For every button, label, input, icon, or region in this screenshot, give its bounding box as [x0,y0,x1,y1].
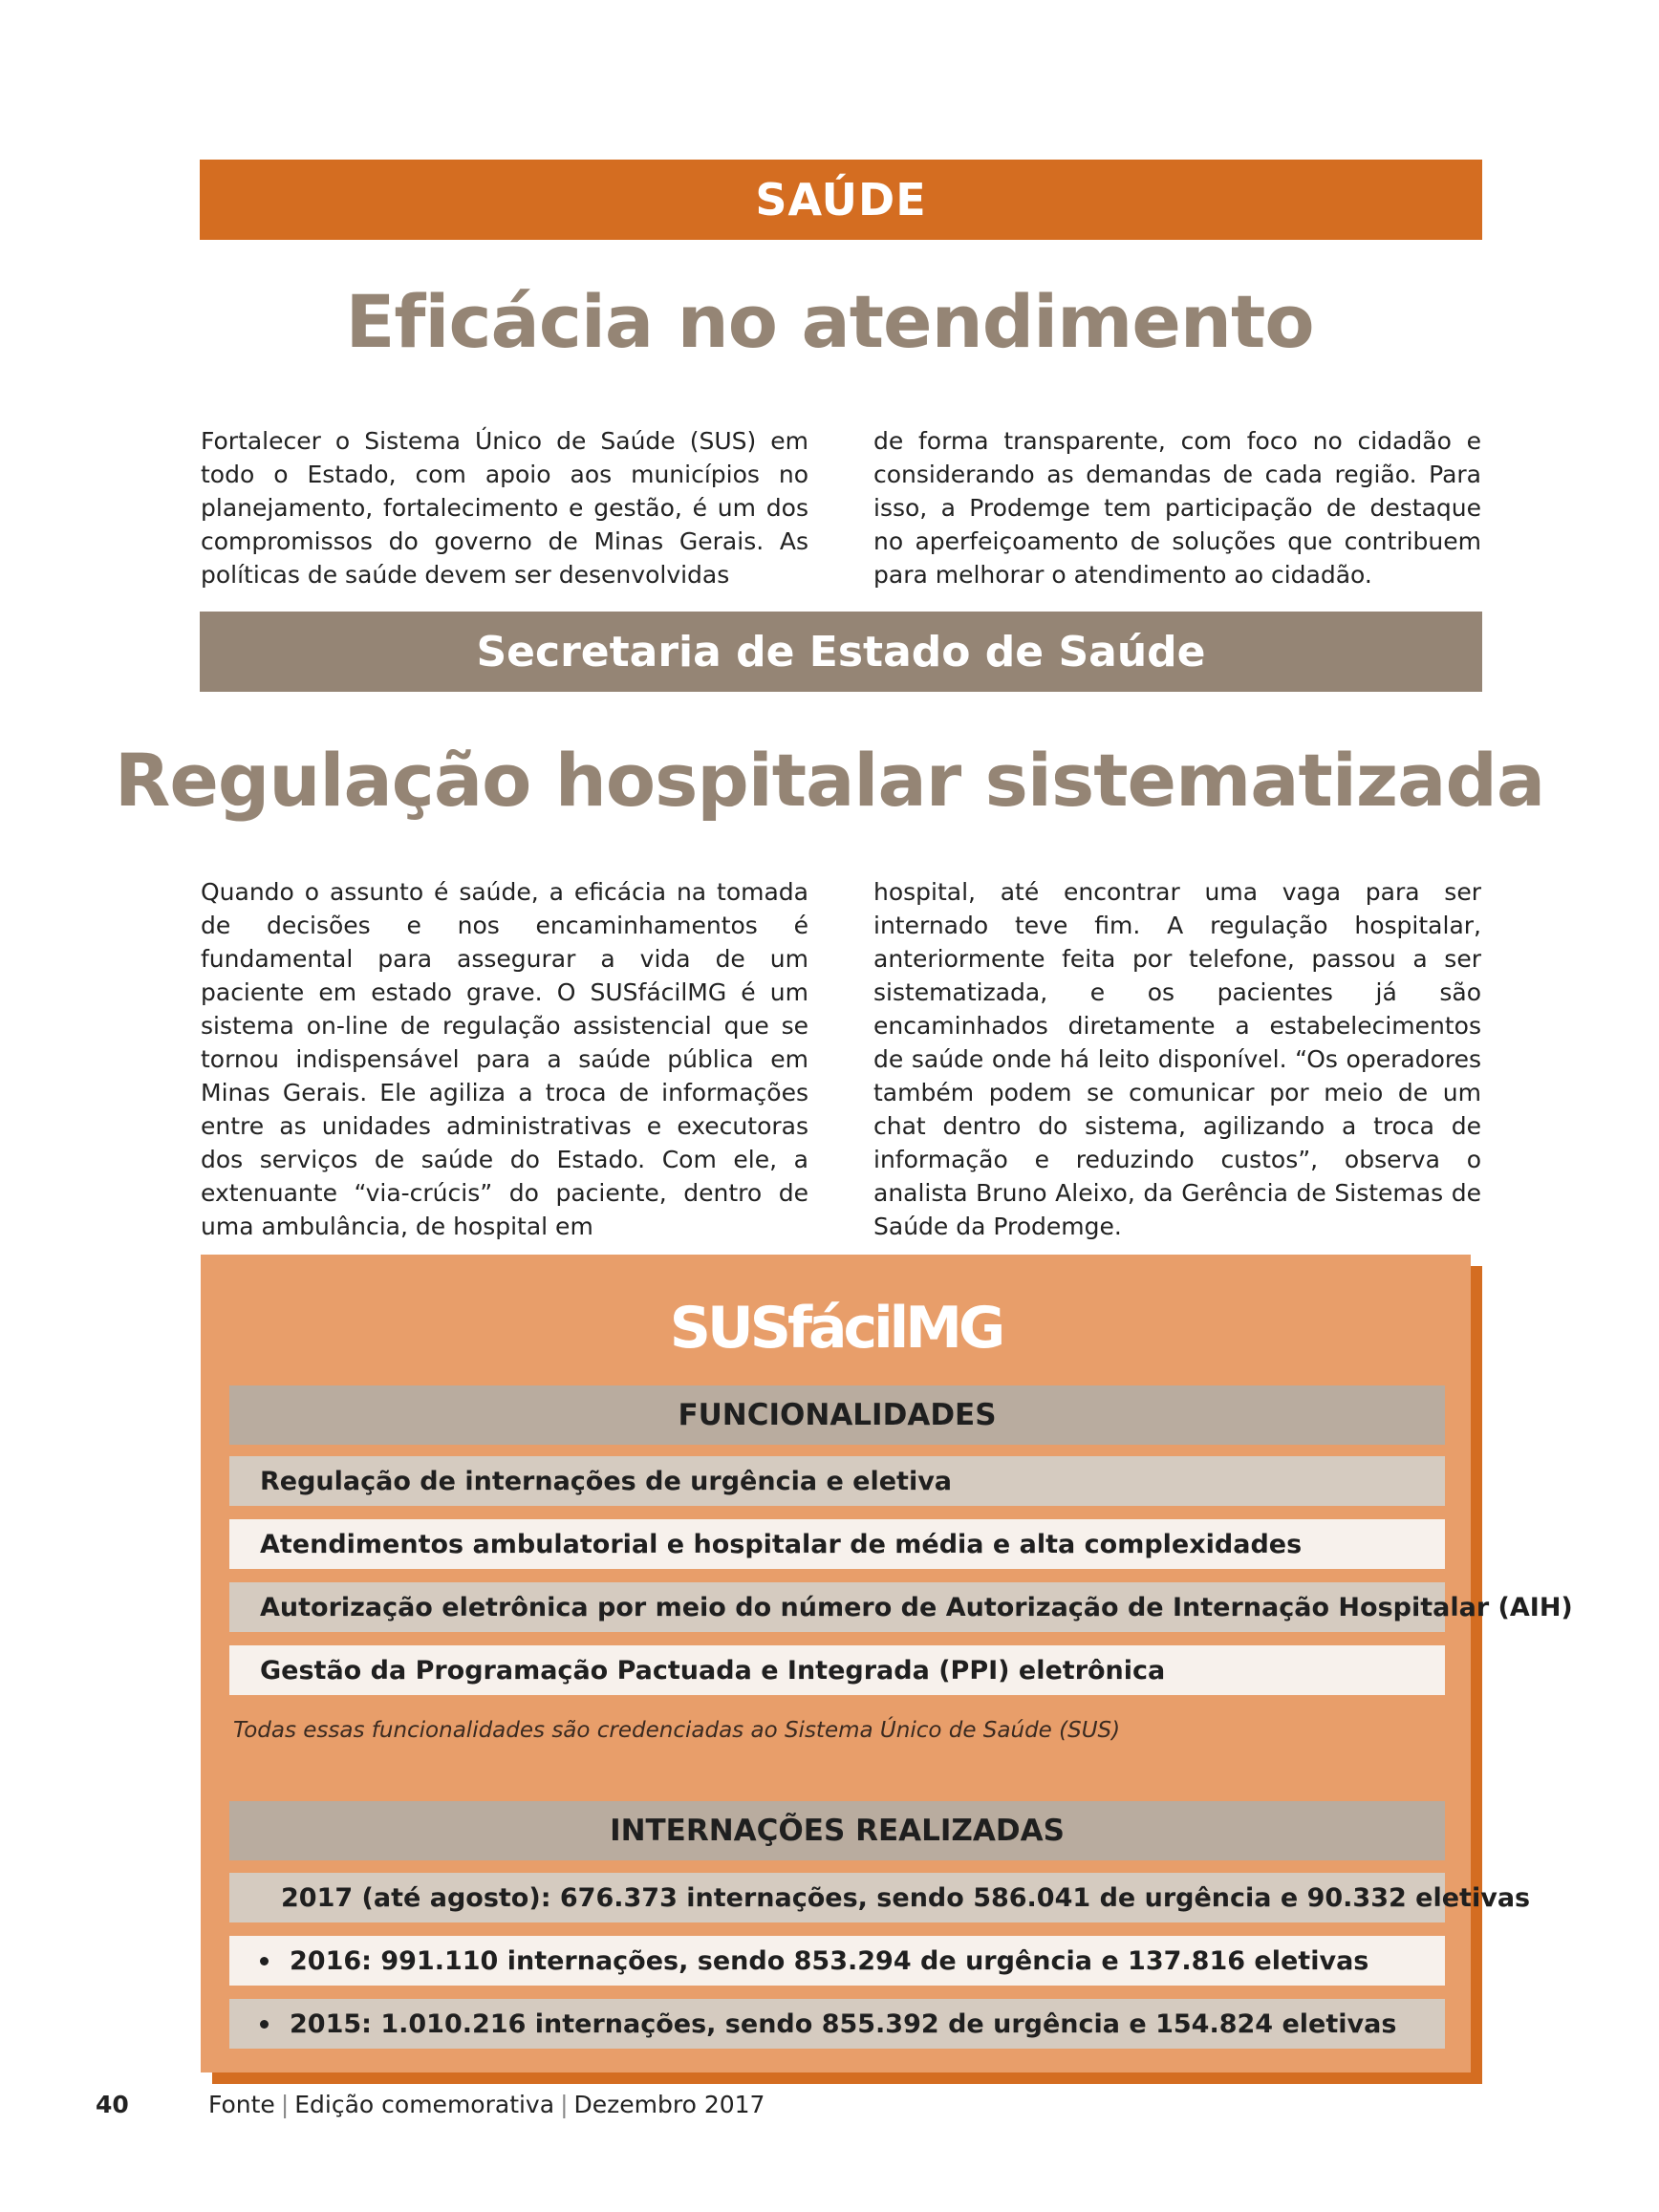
bullet-icon [260,1957,269,1965]
footer-separator: | [280,2091,290,2118]
edition-date: Dezembro 2017 [573,2091,765,2118]
functions-note: Todas essas funcionalidades são credenciadas ao Sistema Único de Saúde (SUS) [233,1718,1121,1743]
publication-name: Fonte [208,2091,275,2118]
article-column-1: Quando o assunto é saúde, a eficácia na tomada de decisões e nos encaminhamentos é fundamental para assegurar a vida de um paciente em estado grave. O SUSfácilMG é um sistema on-line de regulação assistencial que se tornou indispensável para a saúde pública em Minas Gerais. Ele agiliza a troca de informações entre as unidades administrativas e executoras dos serviços de saúde do Estado. Com ele, a extenuante “via-crúcis” do paciente, dentro de uma ambulância, de hospital em [201,878,808,1240]
intro-column-1: Fortalecer o Sistema Único de Saúde (SUS) em todo o Estado, com apoio aos municípios no planejamento, fortalecimento e gestão, é um dos compromissos do governo de Minas Gerais. As políticas de saúde devem ser desenvolvidas [201,427,808,589]
admission-item [229,1873,1531,1922]
headline-efficacy: Eficácia no atendimento [345,279,1314,364]
article-column-2: hospital, até encontrar uma vaga para ser internado teve fim. A regulação hospitalar, anteriormente feita por telefone, passou a ser sistematizada, e os pacientes já são encaminhados diretamente a estabelecimentos de saúde onde há leito disponível. “Os operadores também podem se comunicar por meio de um chat dentro do sistema, agilizando a troca de informação e reduzindo custos”, observa o analista Bruno Aleixo, da Gerência de Sistemas de Saúde da Prodemge. [873,878,1481,1240]
info-box [201,1255,1573,2072]
function-item: Regulação de internações de urgência e eletiva [229,1456,1445,1506]
admission-item [229,1936,1445,1986]
subsection-label: Secretaria de Estado de Saúde [200,612,1482,692]
admissions-header: INTERNAÇÕES REALIZADAS [229,1801,1445,1860]
edition-name: Edição comemorativa [294,2091,555,2118]
bullet-icon [260,2020,269,2029]
admission-text: 2015: 1.010.216 internações, sendo 855.392 de urgência e 154.824 eletivas [290,2008,1397,2039]
function-item: Gestão da Programação Pactuada e Integrada (PPI) eletrônica [229,1645,1445,1695]
function-item: Autorização eletrônica por meio do número de Autorização de Internação Hospitalar (AIH) [229,1582,1445,1632]
functions-header: FUNCIONALIDADES [229,1385,1445,1445]
admission-text: 2017 (até agosto): 676.373 internações, sendo 586.041 de urgência e 90.332 eletivas [281,1882,1531,1913]
footer-publication [208,2091,765,2118]
function-item: Atendimentos ambulatorial e hospitalar de média e alta complexidades [229,1519,1445,1569]
info-box-title: SUSfácilMG [669,1295,1002,1362]
section-label: SAÚDE [200,160,1482,240]
headline-regulation: Regulação hospitalar sistematizada [114,738,1545,823]
admission-text: 2016: 991.110 internações, sendo 853.294 de urgência e 137.816 eletivas [290,1945,1369,1976]
admission-item [229,1999,1445,2049]
page-number: 40 [96,2091,129,2118]
intro-column-2: de forma transparente, com foco no cidadão e considerando as demandas de cada região. Para isso, a Prodemge tem participação de destaque no aperfeiçoamento de soluções que contribuem para melhorar o atendimento ao cidadão. [873,427,1481,589]
footer-separator: | [560,2091,569,2118]
